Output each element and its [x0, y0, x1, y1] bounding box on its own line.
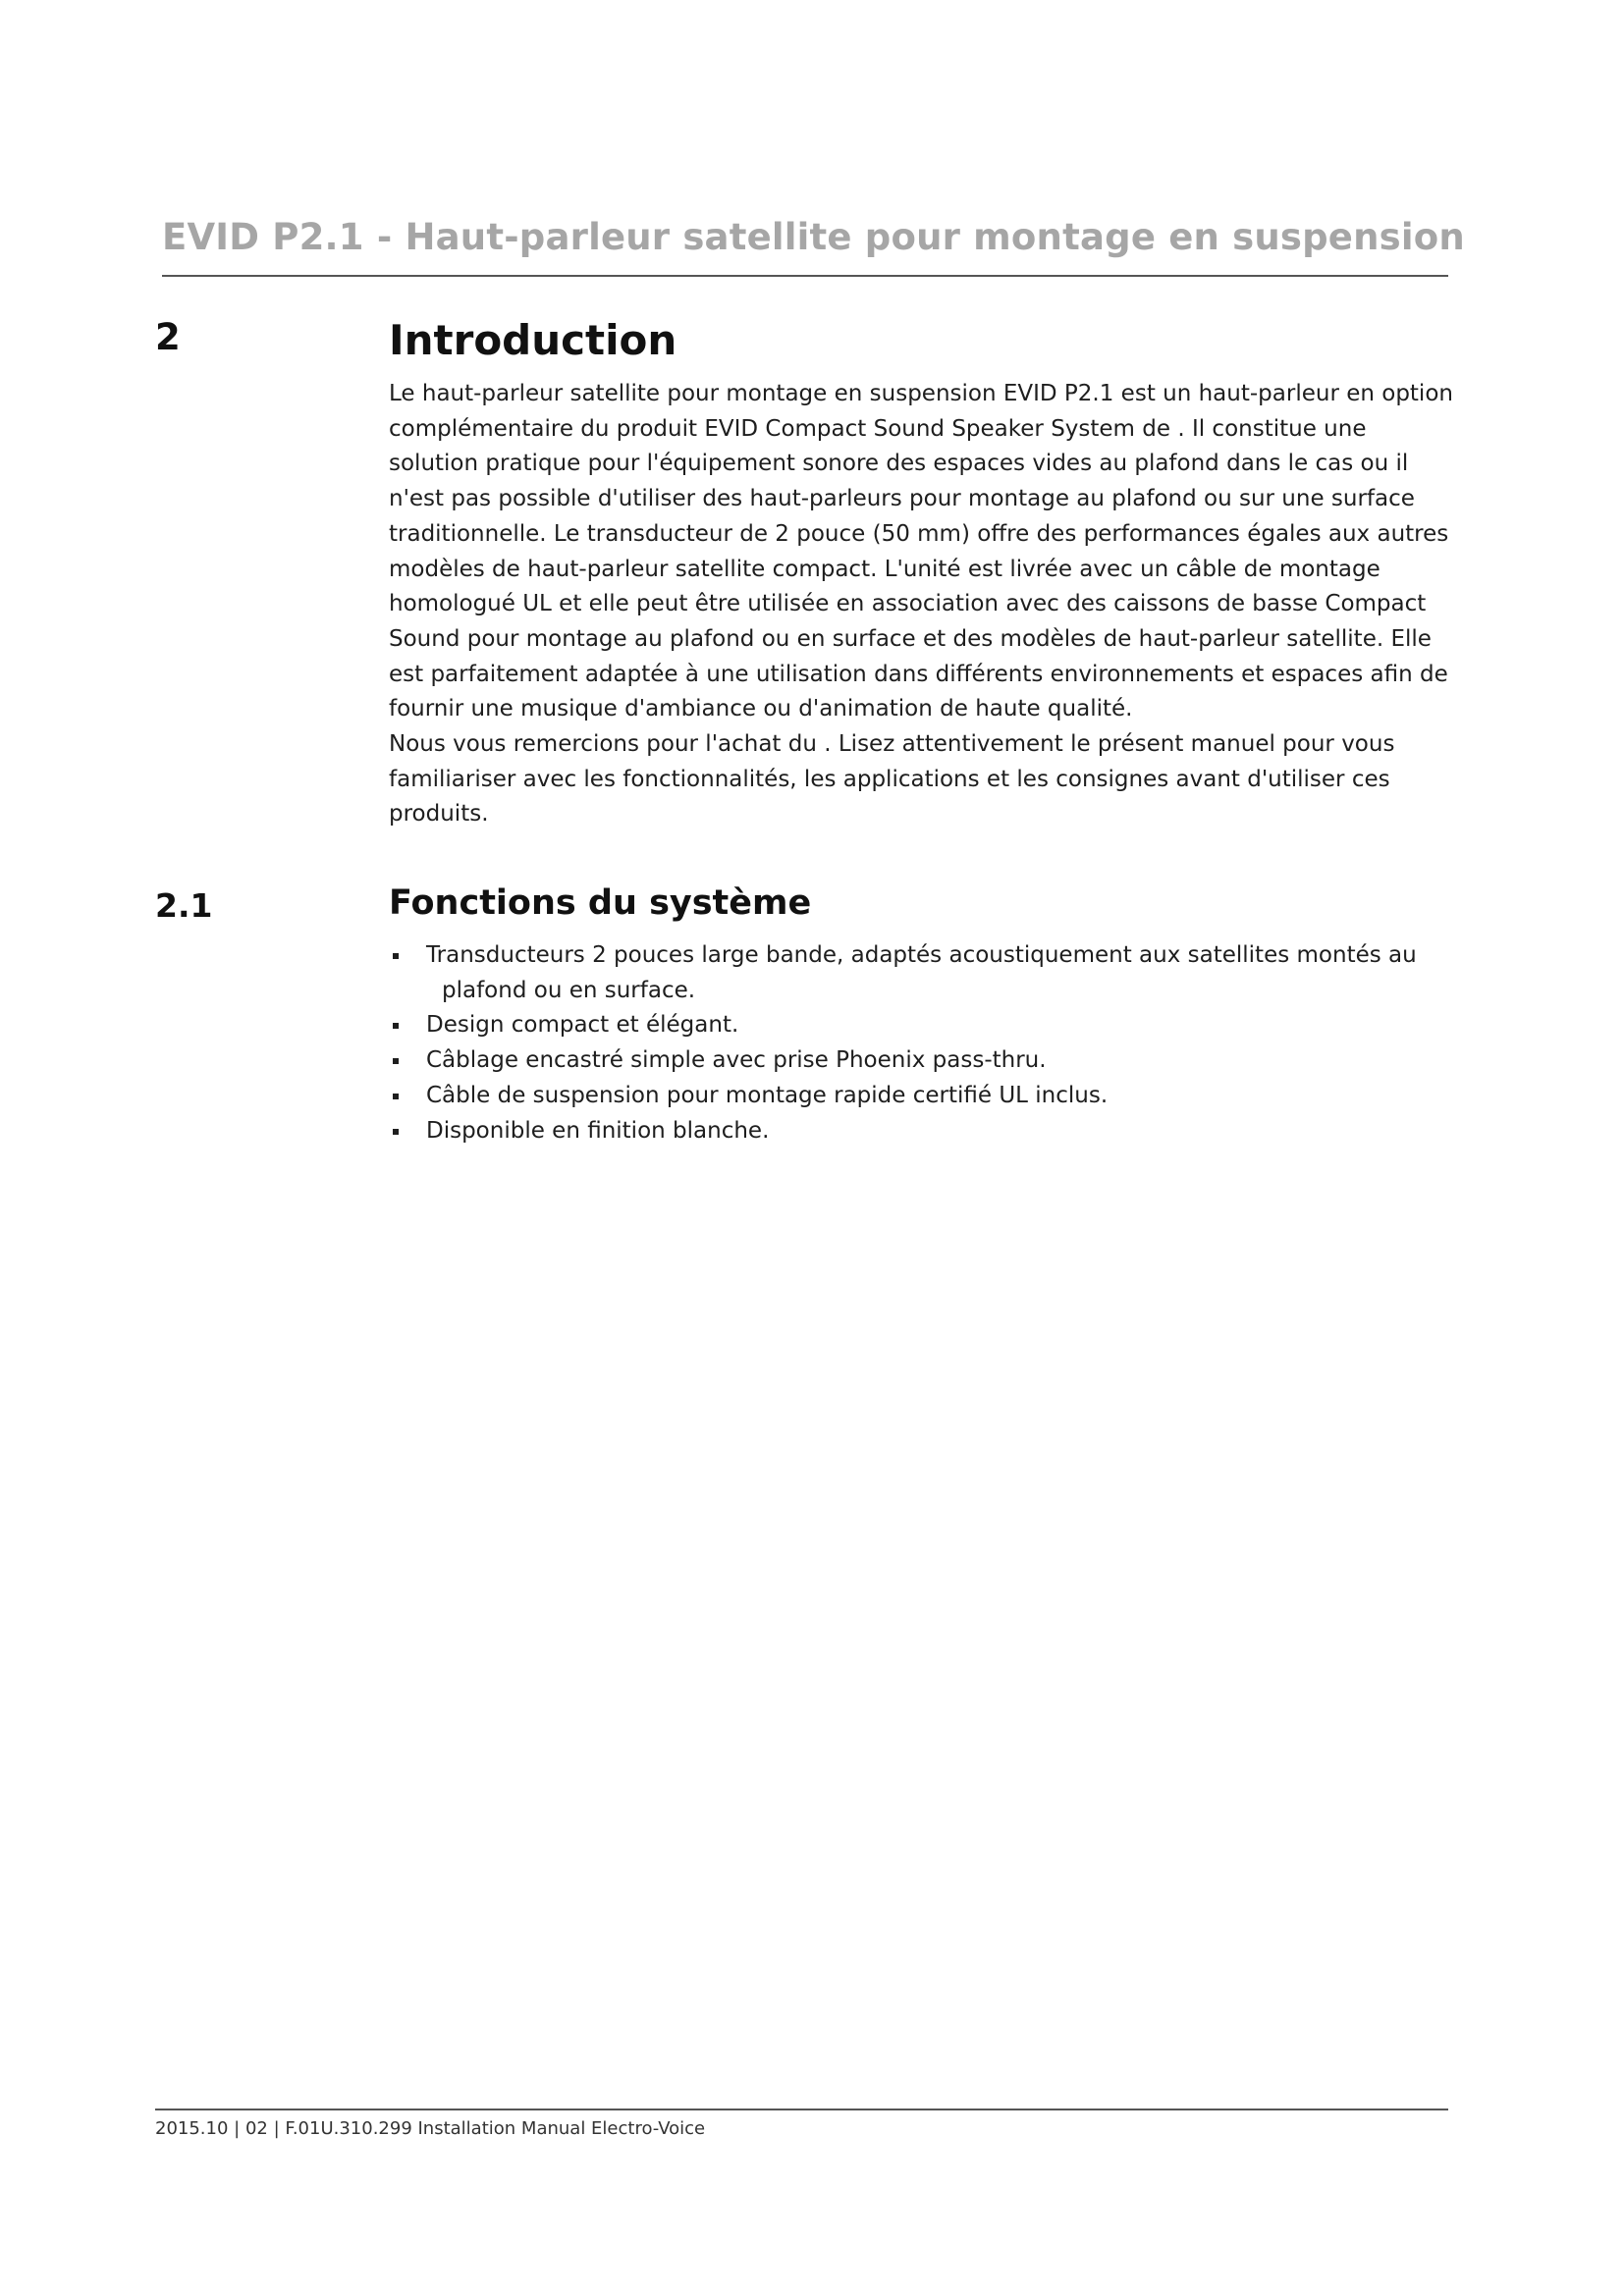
- section-number: 2: [155, 316, 181, 358]
- feature-list: [389, 938, 1454, 1148]
- list-item-text: Câble de suspension pour montage rapide certifié UL inclus.: [426, 1082, 1109, 1108]
- list-item-text: Câblage encastré simple avec prise Phoenix pass-thru.: [426, 1047, 1047, 1074]
- intro-paragraph: Nous vous remercions pour l'achat du . Lisez attentivement le présent manuel pour vous familiariser avec les fonctionnalités, les applications et les consignes avant d'utiliser ces produits.: [389, 731, 1395, 828]
- bullet-icon: [393, 1023, 399, 1029]
- intro-paragraph: Le haut-parleur satellite pour montage en suspension EVID P2.1 est un haut-parleur en option complémentaire du produit EVID Compact Sound Speaker System de . Il constitue une solution pratique pour l'équipement sonore des espaces vides au plafond dans le cas ou il n'est pas possible d'utiliser des haut-parleurs pour montage au plafond ou sur une surface traditionnelle. Le transducteur de 2 pouce (50 mm) offre des performances égales aux autres modèles de haut-parleur satellite compact. L'unité est livrée avec un câble de montage homologué UL et elle peut être utilisée en association avec des caissons de basse Compact Sound pour montage au plafond ou en surface et des modèles de haut-parleur satellite. Elle est parfaitement adaptée à une utilisation dans différents environnements et espaces afin de fournir une musique d'ambiance ou d'animation de haute qualité.: [389, 381, 1453, 722]
- bullet-icon: [393, 1058, 399, 1064]
- list-item: [389, 1043, 1454, 1079]
- page-footer: 2015.10 | 02 | F.01U.310.299 Installation Manual Electro-Voice: [155, 2118, 706, 2139]
- section-number: 2.1: [155, 886, 213, 925]
- page-header-title: EVID P2.1 - Haut-parleur satellite pour montage en suspension: [162, 216, 1465, 258]
- footer-divider: [155, 2109, 1448, 2110]
- bullet-icon: [393, 1129, 399, 1135]
- list-item: [389, 1008, 1454, 1043]
- header-divider: [162, 275, 1448, 277]
- section-title-features: Fonctions du système: [389, 883, 812, 923]
- list-item: [389, 1114, 1454, 1149]
- list-item-text-continued: plafond ou en surface.: [442, 977, 696, 1003]
- bullet-icon: [393, 953, 399, 959]
- list-item-text: Design compact et élégant.: [426, 1012, 739, 1039]
- list-item-text: Transducteurs 2 pouces large bande, adaptés acoustiquement aux satellites montés au: [426, 942, 1417, 968]
- bullet-icon: [393, 1094, 399, 1099]
- list-item-text: Disponible en finition blanche.: [426, 1117, 770, 1144]
- list-item: [389, 938, 1454, 1008]
- list-item: [389, 1079, 1454, 1114]
- section-title-introduction: Introduction: [389, 316, 677, 364]
